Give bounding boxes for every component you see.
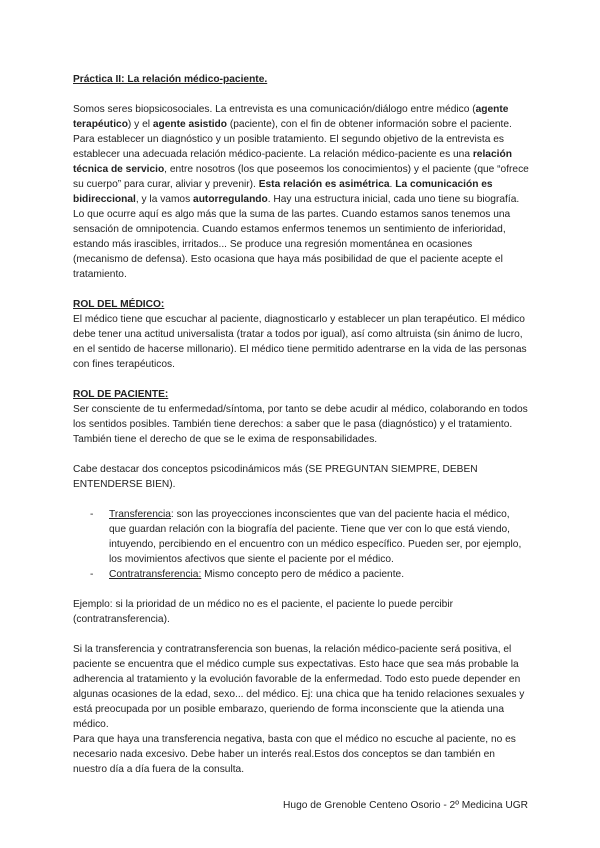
rol-medico-text: El médico tiene que escuchar al paciente, diagnosticarlo y establecer un plan terapéutico. El médico debe tener una actitud universalista (tratar a todos por igual), así como altruista (sin ánimo de lucro, en el sentido de hacerse millonario). El médico tiene permitido adentrarse en la vida de las personas con fines terapéuticos. [73, 314, 527, 370]
bold-term: autorregulando [193, 194, 268, 205]
example-paragraph: Ejemplo: si la prioridad de un médico no es el paciente, el paciente lo puede percibir (contratransferencia). [73, 599, 453, 625]
text-run: , entre nosotros (los que poseemos los conocimientos) y el paciente (que “ofrece su cuerpo” para curar, aliviar y prevenir). [73, 164, 529, 190]
list-item [90, 567, 529, 582]
text-run: . Hay una estructura inicial, cada uno tiene su biografía. Lo que ocurre aquí es algo más que la suma de las partes. Cuando estamos sanos tenemos una sensación de omnipotencia. Cuando estamos enfermos tenemos un sentimiento de inferioridad, estando más irascibles, irritados... Se produce una regresión momentánea en ocasiones (mecanismo de defensa). Esto ocasiona que haya más posibilidad de que el paciente acepte el tratamiento. [73, 194, 520, 280]
text-run: . [389, 179, 396, 190]
bold-term: agente terapéutico [73, 104, 509, 130]
concepts-list [73, 507, 529, 582]
rol-paciente-text: Ser consciente de tu enfermedad/síntoma, por tanto se debe acudir al médico, colaborando en todos los sentidos posibles. También tiene derechos: a saber que le pasa (diagnóstico) y el tratamiento. También tiene el derecho de que se le exima de responsabilidades. [73, 404, 528, 445]
bold-term: Esta relación es asimétrica [258, 179, 390, 190]
closing-paragraph: Si la transferencia y contratransferencia son buenas, la relación médico-paciente será positiva, el paciente se encuentra que el médico cumple sus expectativas. Esto hace que sea más probable la adherencia al tratamiento y la evolución favorable de la enfermedad. Todo esto puede depender en algunas ocasiones de la edad, sexo... del médico. Ej: una chica que ha tenido relaciones sexuales y está preocupada por un posible embarazo, queriendo de forma inconsciente que la atienda una médico. [73, 644, 525, 730]
dash-bullet: - [90, 509, 94, 520]
text-run: (paciente), con el fin de obtener información sobre el paciente. Para establecer un diagnóstico y un posible tratamiento. El segundo objetivo de la entrevista es establecer una adecuada relación médico-paciente. La relación médico-paciente es una [73, 119, 512, 160]
concepts-intro: Cabe destacar dos conceptos psicodinámicos más (SE PREGUNTAN SIEMPRE, DEBEN ENTENDERSE BIEN). [73, 464, 478, 490]
bold-term: La comunicación es bidireccional [73, 179, 493, 205]
rol-medico-heading: ROL DEL MÉDICO: [73, 299, 165, 310]
concept-term: Contratransferencia: [109, 569, 202, 580]
concept-text: Mismo concepto pero de médico a paciente. [201, 569, 405, 580]
concept-term: Transferencia [109, 509, 171, 520]
dash-bullet: - [90, 569, 94, 580]
closing-paragraph: Para que haya una transferencia negativa, basta con que el médico no escuche al paciente, no es necesario nada excesivo. Debe haber un interés real.Estos dos conceptos se dan también en nuestro día a día fuera de la consulta. [73, 734, 516, 775]
rol-paciente-heading: ROL DE PACIENTE: [73, 389, 169, 400]
page-footer: Hugo de Grenoble Centeno Osorio - 2º Medicina UGR [283, 800, 528, 811]
list-item [90, 507, 529, 567]
bold-term: relación técnica de servicio [73, 149, 512, 175]
concept-text: : son las proyecciones inconscientes que van del paciente hacia el médico, que guardan relación con la biografía del paciente. Tiene que ver con lo que está viendo, intuyendo, percibiendo en el encuentro con un médico específico. Pueden ser, por ejemplo, los movimientos afectivos que siente el paciente por el médico. [109, 509, 522, 565]
text-run: , y la vamos [135, 194, 194, 205]
page-title: Práctica II: La relación médico-paciente. [73, 74, 268, 85]
bold-term: agente asistido [152, 119, 228, 130]
text-run: ) y el [127, 119, 153, 130]
intro-paragraph [73, 102, 529, 282]
document-page [73, 72, 529, 777]
text-run: Somos seres biopsicosociales. La entrevista es una comunicación/diálogo entre médico ( [73, 104, 476, 115]
